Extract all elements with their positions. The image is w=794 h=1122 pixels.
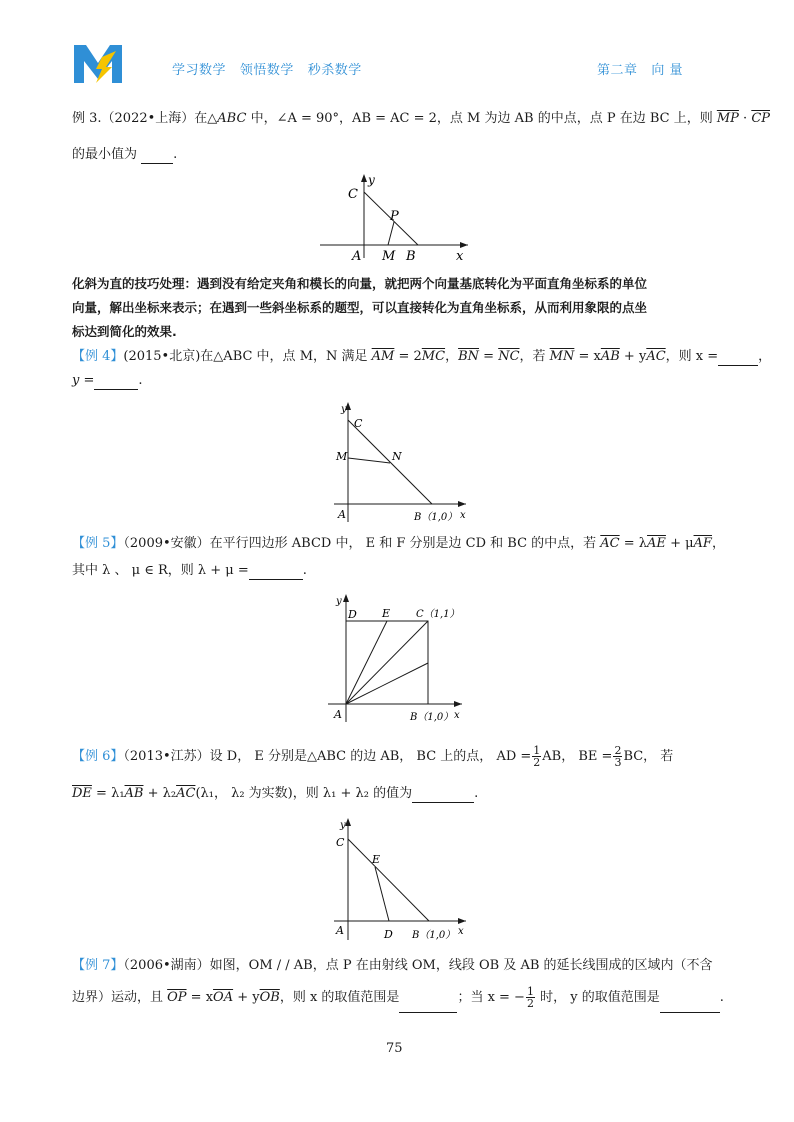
example-5-line-2: 其中 λ 、 μ ∈ R，则 λ + μ = .: [72, 563, 307, 578]
label-x: x: [458, 926, 464, 937]
fraction-one-half: $\frac{1}{2}$: [533, 744, 541, 769]
answer-blank[interactable]: [412, 790, 474, 803]
answer-blank[interactable]: [249, 567, 303, 580]
label-y: y: [336, 596, 342, 607]
fraction-one-half: $\frac{1}{2}$: [526, 985, 534, 1010]
label-M: M: [382, 249, 396, 262]
label-B: B（1,0）: [412, 930, 456, 941]
example-6-line-1: 【例 6】（2013•江苏）设 D， E 分别是△ABC 的边 AB， BC 上的点， AD = $\frac{1}{2}$ AB， BE = $\frac{2}{3}$ BC， 若: [72, 744, 674, 769]
label-B: B（1,0）: [414, 512, 458, 523]
example-tag: 【例 6】: [72, 749, 124, 764]
example-4-figure: [332, 398, 472, 526]
label-M: M: [336, 450, 348, 463]
label-y: y: [368, 173, 375, 187]
example-tag: 【例 5】: [72, 536, 124, 551]
label-A: A: [352, 249, 362, 262]
label-y: y: [341, 404, 347, 415]
label-C: C: [348, 187, 358, 202]
example-tag: 【例 4】: [72, 349, 124, 364]
label-C: C（1,1）: [416, 609, 460, 620]
label-B: B（1,0）: [410, 712, 454, 723]
header-chapter: 第二章 向 量: [597, 63, 684, 78]
brand-logo: [72, 41, 124, 85]
label-B: B: [406, 249, 416, 262]
example-5-figure: [326, 592, 466, 726]
label-C: C: [336, 836, 345, 849]
label-A: A: [338, 508, 346, 521]
fraction-two-thirds: $\frac{2}{3}$: [614, 744, 622, 769]
label-x: x: [454, 710, 460, 721]
answer-blank-y[interactable]: [94, 377, 138, 390]
example-7-line-1: 【例 7】（2006•湖南）如图，OM / / AB，点 P 在由射线 OM，线段 OB 及 AB 的延长线围成的区域内（不含: [72, 958, 713, 973]
tip-line-1: 化斜为直的技巧处理：遇到没有给定夹角和模长的向量，就把两个向量基底转化为平面直角坐标系的单位: [72, 276, 648, 291]
header-slogans: 学习数学 领悟数学 秒杀数学: [172, 63, 362, 78]
tip-line-2: 向量，解出坐标来表示；在遇到一些斜坐标系的题型，可以直接转化为直角坐标系，从而利用象限的点坐: [72, 300, 648, 315]
label-D: D: [384, 928, 393, 941]
example-3-figure: [318, 170, 478, 262]
page-number: 75: [386, 1041, 403, 1056]
label-C: C: [354, 417, 363, 430]
label-A: A: [334, 708, 342, 721]
example-7-line-2: 边界）运动，且 $\overline{OP} = x\overline{OA} + y\overline{OB}$，则 x 的取值范围是 ；当 x = − $\frac{1}{2}$ 时， y 的取值范围是 .: [72, 983, 724, 1013]
example-4-line-2: y = .: [72, 373, 143, 388]
label-E: E: [372, 853, 381, 866]
label-D: D: [348, 608, 357, 621]
example-tag: 【例 7】: [72, 958, 124, 973]
answer-blank-x[interactable]: [718, 353, 758, 366]
example-6-figure: [332, 814, 472, 944]
example-3-line-2: 的最小值为 .: [72, 147, 178, 162]
example-3-line-1: 例 3.（2022•上海）在△ABC 中，∠A = 90°，AB = AC = 2，点 M 为边 AB 的中点，点 P 在边 BC 上，则 $\overline{MP} \cdot \overline{CP}$: [72, 111, 771, 126]
answer-blank[interactable]: [141, 151, 173, 164]
label-y: y: [340, 820, 346, 831]
label-E: E: [382, 607, 391, 620]
label-x: x: [456, 249, 464, 262]
example-5-line-1: 【例 5】（2009•安徽）在平行四边形 ABCD 中， E 和 F 分别是边 CD 和 BC 的中点，若 $\overline{AC} = \lambda\overline{AE} + \mu\overline{AF}$，: [72, 536, 725, 551]
label-P: P: [390, 209, 399, 224]
label-x: x: [460, 510, 466, 521]
example-4-line-1: 【例 4】(2015•北京)在△ABC 中，点 M，N 满足 $\overline{AM} = 2\overline{MC}$，$\overline{BN} = \overline{NC}$，若 $\overline{MN} = x\overline{AB} + y\overline{AC}$，则 x = ，: [72, 349, 772, 364]
example-6-line-2: $\overline{DE} = \lambda_1\overline{AB} + \lambda_2\overline{AC}(\lambda_1$， λ₂ 为实数)，则 λ₁ + λ₂ 的值为 .: [72, 786, 479, 801]
tip-line-3: 标达到简化的效果.: [72, 324, 177, 339]
label-A: A: [336, 924, 344, 937]
answer-blank-y-range[interactable]: [660, 1000, 720, 1013]
label-N: N: [392, 450, 402, 463]
answer-blank-x-range[interactable]: [399, 1000, 457, 1013]
